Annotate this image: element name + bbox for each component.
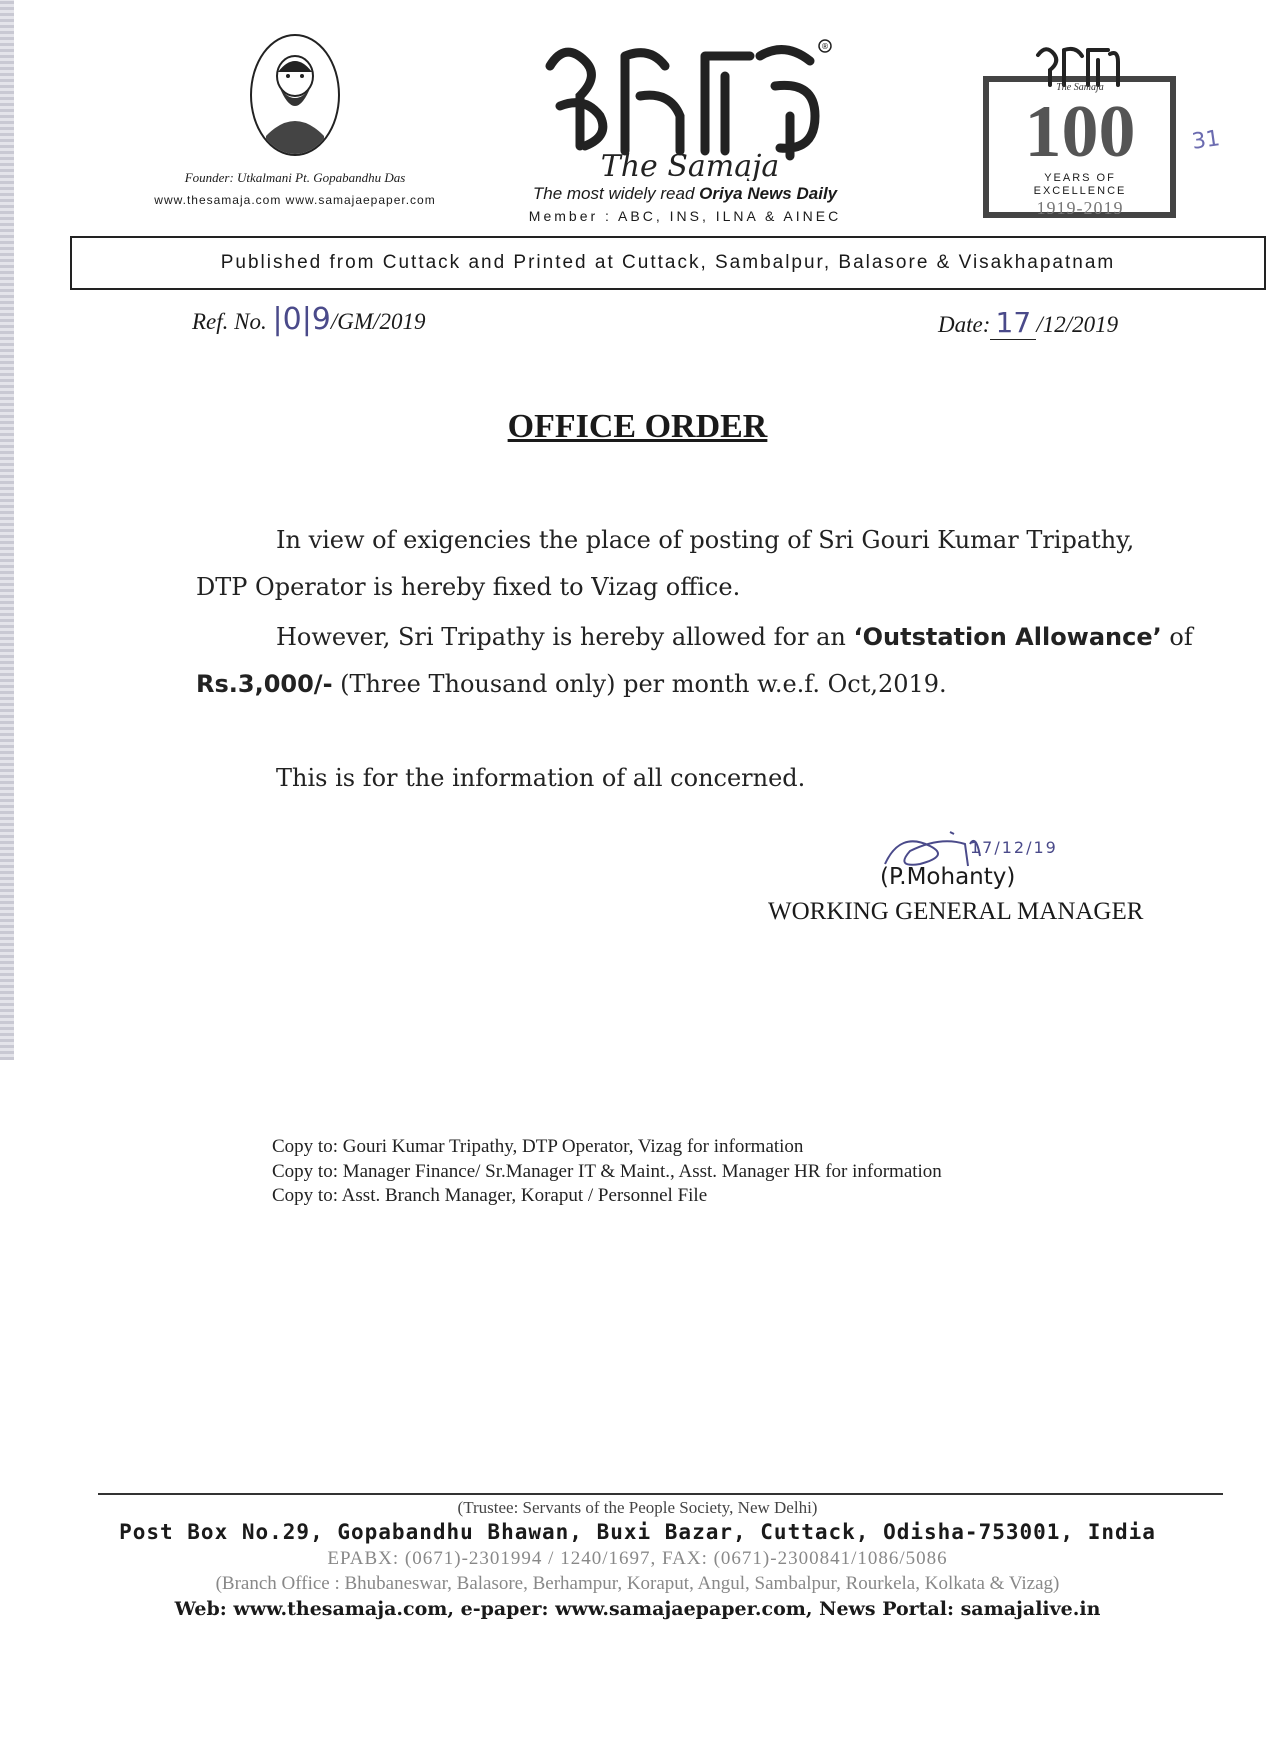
founder-caption: Founder: Utkalmani Pt. Gopabandhu Das [184,170,406,185]
paragraph-3: This is for the information of all concerned. [276,764,806,792]
copy-to-line-2: Copy to: Manager Finance/ Sr.Manager IT & Maint., Asst. Manager HR for information [272,1161,942,1182]
handwritten-margin-note: 31 [1190,126,1222,155]
reference-number [192,302,425,337]
badge-excellence: EXCELLENCE [1033,185,1127,197]
badge-subtitle: The Samaja [1056,82,1104,93]
p2-line2-rest: (Three Thousand only) per month w.e.f. Oct,2019. [332,670,947,698]
badge-years-of: YEARS OF [1044,172,1116,184]
footer-divider [98,1493,1223,1495]
founder-websites: www.thesamaja.com www.samajaepaper.com [154,193,436,207]
ref-label: Ref. No. [192,309,267,334]
footer-address: Post Box No.29, Gopabandhu Bhawan, Buxi Bazar, Cuttack, Odisha-753001, India [119,1520,1156,1544]
copy-to-line-1: Copy to: Gouri Kumar Tripathy, DTP Operator, Vizag for information [272,1136,804,1157]
signature-date: 17/12/19 [970,838,1058,857]
date-suffix: /12/2019 [1036,312,1119,337]
paragraph-1-line-1: In view of exigencies the place of posting of Sri Gouri Kumar Tripathy, [276,526,1135,554]
footer-web: Web: www.thesamaja.com, e-paper: www.samajaepaper.com, News Portal: samajalive.in [174,1598,1101,1620]
badge-range: 1919-2019 [1036,198,1124,218]
copy-to-line-3: Copy to: Asst. Branch Manager, Koraput / Personnel File [272,1185,708,1206]
footer-trustee: (Trustee: Servants of the People Society, New Delhi) [457,1498,818,1517]
membership-line: Member : ABC, INS, ILNA & AINEC [528,208,842,224]
date-handwritten-day: 17 [990,306,1036,340]
badge-years-label [995,172,1165,198]
masthead-roman-lettering: The Samaja [600,149,780,181]
founder-portrait [250,34,340,156]
tagline-prefix: The most widely read [532,184,700,203]
date-label: Date: [938,312,991,337]
ref-handwritten-number: |0|9 [272,302,331,337]
badge-number: 100 [1024,91,1136,173]
registered-mark: ® [821,42,829,51]
published-from-banner: Published from Cuttack and Printed at Cuttack, Sambalpur, Balasore & Visakhapatnam [70,236,1266,290]
scan-edge [0,0,14,1060]
footer-phones: EPABX: (0671)-2301994 / 1240/1697, FAX: (0671)-2300841/1086/5086 [327,1548,948,1569]
masthead-tagline [470,184,900,204]
allowance-amount: Rs.3,000/- [196,670,333,698]
signatory-title: WORKING GENERAL MANAGER [768,898,1144,925]
paragraph-2-line-2 [196,670,947,698]
signatory-name: (P.Mohanty) [880,864,1016,890]
outstation-allowance: ‘Outstation Allowance’ [853,623,1162,651]
tagline-bold: Oriya News Daily [699,184,838,203]
p2-suffix: of [1161,623,1193,651]
document-title: OFFICE ORDER [507,408,768,445]
order-date [938,306,1118,340]
footer-branches: (Branch Office : Bhubaneswar, Balasore, Berhampur, Koraput, Angul, Sambalpur, Rourkela, Kolkata & Vizag) [215,1573,1060,1594]
paragraph-2-line-1 [276,623,1193,651]
ref-suffix: /GM/2019 [330,309,426,334]
paragraph-1-line-2: DTP Operator is hereby fixed to Vizag office. [196,573,741,601]
masthead-logo [540,36,840,181]
p2-prefix: However, Sri Tripathy is hereby allowed for an [276,623,854,651]
